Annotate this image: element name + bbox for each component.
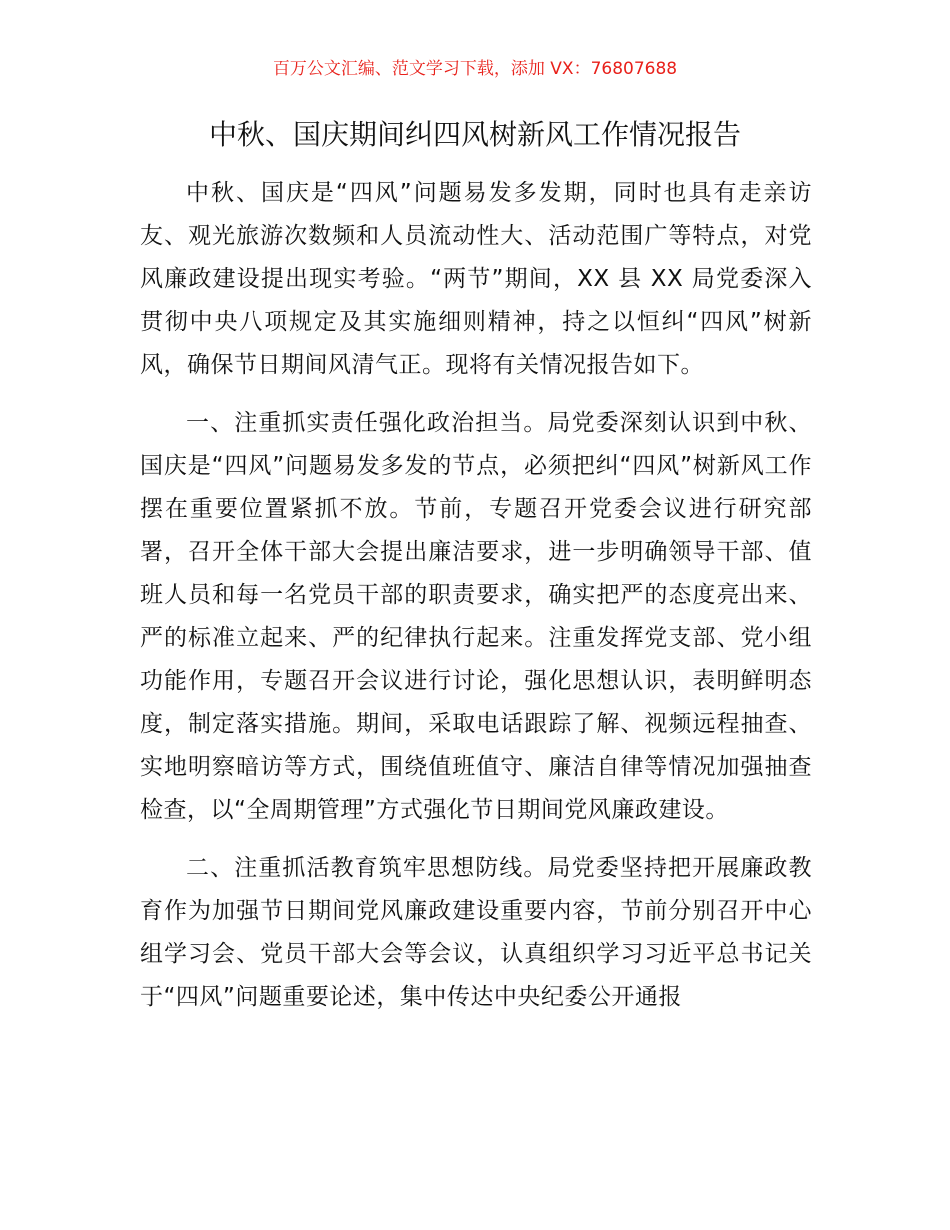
document-title: 中秋、国庆期间纠四风树新风工作情况报告 — [208, 118, 741, 151]
paragraph-intro: 中秋、国庆是“四风”问题易发多发期，同时也具有走亲访友、观光旅游次数频和人员流动性大、活动范围广等特点，对党风廉政建设提出现实考验。“两节”期间，XX 县 XX 局党委深入贯彻中央八项规定及其实施细则精神，持之以恒纠“四风”树新风，确保节日期间风清气正。现将有关情况报告如下。 — [140, 180, 812, 378]
paragraph-section-two: 二、注重抓活教育筑牢思想防线。局党委坚持把开展廉政教育作为加强节日期间党风廉政建设重要内容，节前分别召开中心组学习会、党员干部大会等会议，认真组织学习习近平总书记关于“四风”问题重要论述，集中传达中央纪委公开通报 — [140, 855, 812, 1010]
header-watermark-note: 百万公文汇编、范文学习下载，添加 VX：76807688 — [272, 59, 678, 79]
document-body — [140, 172, 812, 1034]
paragraph-section-one: 一、注重抓实责任强化政治担当。局党委深刻认识到中秋、国庆是“四风”问题易发多发的节点，必须把纠“四风”树新风工作摆在重要位置紧抓不放。节前，专题召开党委会议进行研究部署，召开全体干部大会提出廉洁要求，进一步明确领导干部、值班人员和每一名党员干部的职责要求，确实把严的态度亮出来、严的标准立起来、严的纪律执行起来。注重发挥党支部、党小组功能作用，专题召开会议进行讨论，强化思想认识，表明鲜明态度，制定落实措施。期间，采取电话跟踪了解、视频远程抽查、实地明察暗访等方式，围绕值班值守、廉洁自律等情况加强抽查检查，以“全周期管理”方式强化节日期间党风廉政建设。 — [140, 410, 812, 823]
